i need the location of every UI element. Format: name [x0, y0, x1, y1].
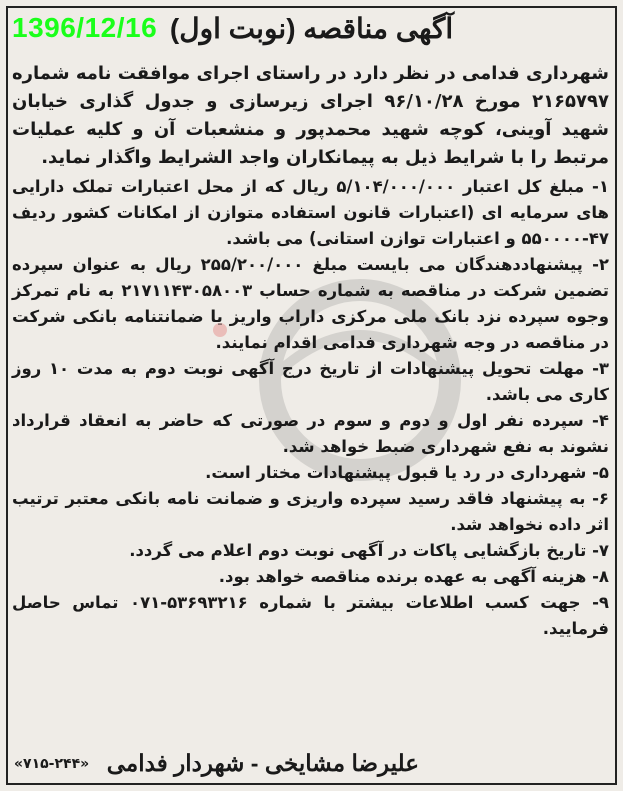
condition-item-2: ۲- پیشنهاددهندگان می بایست مبلغ ۲۵۵/۲۰۰/۰۰۰ ریال به عنوان سپرده تضمین شرکت در مناقصه به شماره حساب ۲۱۷۱۱۴۳۰۵۸۰۰۳ به نام تمرکز وجوه سپرده نزد بانک ملی مرکزی داراب واریز یا ضمانتنامه بانکی شرکت در مناقصه در وجه شهرداری فدامی اقدام نمایند. [12, 255, 609, 352]
condition-item-3: ۳- مهلت تحویل پیشنهادات از تاریخ درج آگهی نوبت دوم به مدت ۱۰ روز کاری می باشد. [12, 359, 609, 404]
ad-body [12, 60, 609, 642]
stamp-date: 1396/12/16 [12, 12, 158, 43]
condition-item-6: ۶- به پیشنهاد فاقد رسید سپرده واریزی و ضمانت نامه بانکی معتبر ترتیب اثر داده نخواهد شد. [12, 489, 609, 534]
condition-item-9: ۹- جهت کسب اطلاعات بیشتر با شماره ۵۳۶۹۳۲۱۶-۰۷۱ تماس حاصل فرمایید. [12, 593, 609, 638]
condition-item-4: ۴- سپرده نفر اول و دوم و سوم در صورتی که حاضر به انعقاد قرارداد نشوند به نفع شهرداری ضبط خواهد شد. [12, 411, 609, 456]
condition-item-1: ۱- مبلغ کل اعتبار ۵/۱۰۴/۰۰۰/۰۰۰ ریال که از محل اعتبارات تملک دارایی های سرمایه ای (اعتبارات قانون استفاده متوازن از امکانات کشور ردیف ۴۷-۵۵۰۰۰۰ و اعتبارات توازن استانی) می باشد. [12, 177, 609, 248]
intro-paragraph: شهرداری فدامی در نظر دارد در راستای اجرای موافقت نامه شماره ۲۱۶۵۷۹۷ مورخ ۹۶/۱۰/۲۸ اجرای زیرسازی و جدول گذاری خیابان شهید آوینی، کوچه شهید محمدپور و منشعبات آن و کلیه عملیات مرتبط را با شرایط ذیل به پیمانکاران واجد الشرایط واگذار نماید. [12, 63, 609, 168]
condition-item-7: ۷- تاریخ بازگشایی پاکات در آگهی نوبت دوم اعلام می گردد. [129, 541, 609, 560]
signature: علیرضا مشایخی - شهردار فدامی [106, 750, 419, 776]
condition-item-5: ۵- شهرداری در رد یا قبول پیشنهادات مختار است. [205, 463, 609, 482]
ad-title: آگهی مناقصه (نوبت اول) [169, 13, 454, 44]
signature-line [14, 750, 609, 777]
ad-code: «۷۱۵-۲۴۴» [14, 755, 90, 772]
condition-item-8: ۸- هزینه آگهی به عهده برنده مناقصه خواهد بود. [218, 567, 609, 586]
